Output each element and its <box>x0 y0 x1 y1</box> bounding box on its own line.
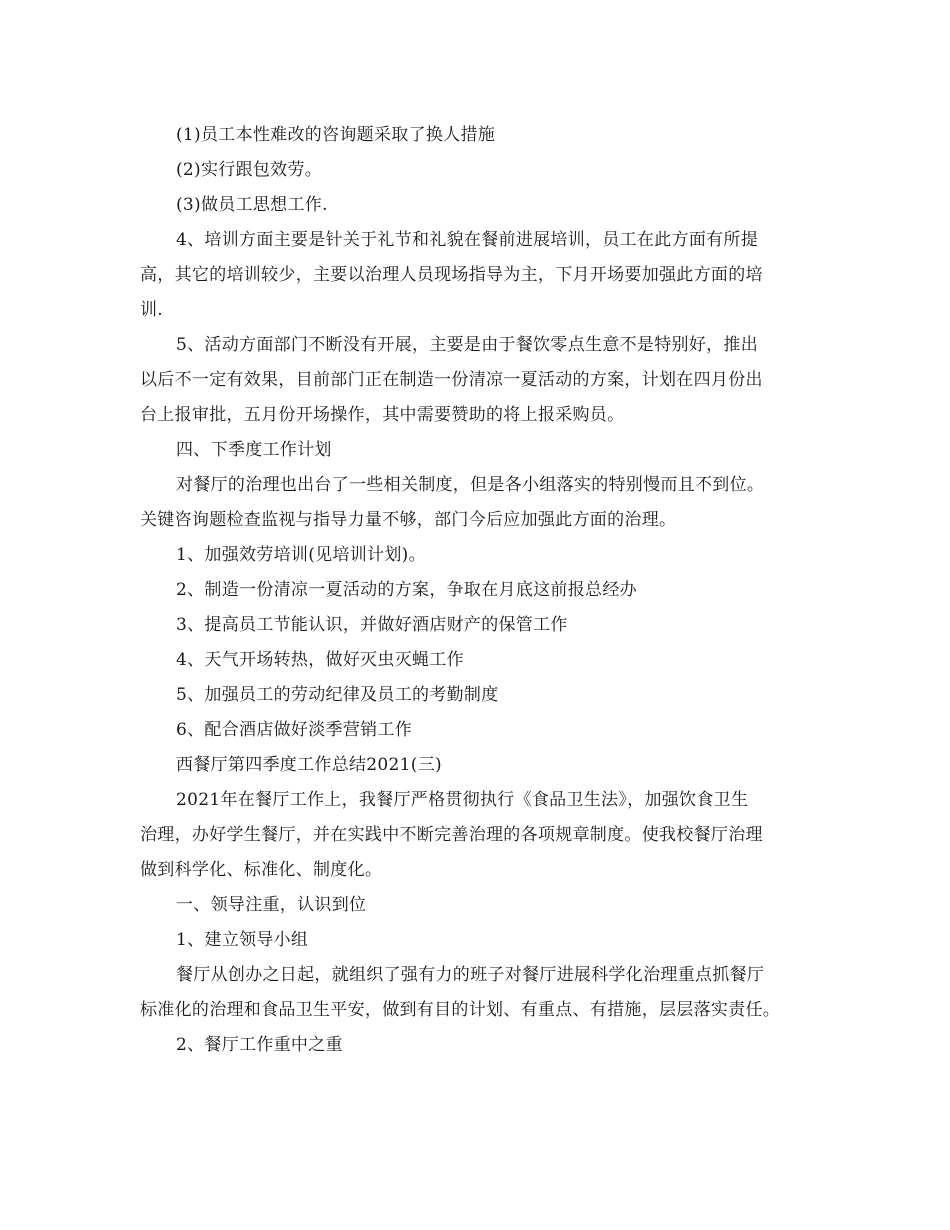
text-line: 餐厅从创办之日起，就组织了强有力的班子对餐厅进展科学化治理重点抓餐厅 <box>176 965 765 985</box>
text-line: 5、活动方面部门不断没有开展，主要是由于餐饮零点生意不是特别好，推出 <box>176 335 759 355</box>
paragraph <box>140 118 820 153</box>
paragraph <box>140 538 820 573</box>
text-line: (3)做员工思想工作. <box>176 195 328 215</box>
text-line: 台上报审批，五月份开场操作，其中需要赞助的将上报采购员。 <box>140 405 625 425</box>
paragraph <box>140 923 820 958</box>
text-line: 训. <box>140 300 164 320</box>
text-line: 3、提高员工节能认识，并做好酒店财产的保管工作 <box>176 615 568 635</box>
text-line: 2、制造一份清凉一夏活动的方案，争取在月底这前报总经办 <box>176 580 637 600</box>
text-line: (1)员工本性难改的咨询题采取了换人措施 <box>176 125 496 145</box>
paragraph <box>140 153 820 188</box>
paragraph <box>140 188 820 223</box>
text-line: 2、餐厅工作重中之重 <box>176 1035 343 1055</box>
text-line: 5、加强员工的劳动纪律及员工的考勤制度 <box>176 685 499 705</box>
paragraph <box>140 468 820 538</box>
text-line: 标准化的治理和食品卫生平安，做到有目的计划、有重点、有措施，层层落实责任。 <box>140 1000 781 1020</box>
text-line: 西餐厅第四季度工作总结2021(三) <box>176 755 442 775</box>
text-line: 4、天气开场转热，做好灭虫灭蝇工作 <box>176 650 464 670</box>
text-line: 做到科学化、标准化、制度化。 <box>140 860 383 880</box>
paragraph <box>140 223 820 328</box>
text-line: (2)实行跟包效劳。 <box>176 160 323 180</box>
paragraph <box>140 958 820 1028</box>
text-line: 1、加强效劳培训(见培训计划)。 <box>176 545 426 565</box>
paragraph <box>140 643 820 678</box>
paragraph <box>140 748 820 783</box>
paragraph <box>140 433 820 468</box>
text-line: 治理，办好学生餐厅，并在实践中不断完善治理的各项规章制度。使我校餐厅治理 <box>140 825 763 845</box>
paragraph <box>140 1028 820 1063</box>
text-line: 一、领导注重，认识到位 <box>176 895 367 915</box>
text-line: 4、培训方面主要是针关于礼节和礼貌在餐前进展培训，员工在此方面有所提 <box>176 230 759 250</box>
paragraph <box>140 678 820 713</box>
paragraph <box>140 328 820 433</box>
text-line: 1、建立领导小组 <box>176 930 309 950</box>
text-line: 6、配合酒店做好淡季营销工作 <box>176 720 413 740</box>
paragraph <box>140 608 820 643</box>
text-line: 高，其它的培训较少，主要以治理人员现场指导为主，下月开场要加强此方面的培 <box>140 265 763 285</box>
text-line: 以后不一定有效果，目前部门正在制造一份清凉一夏活动的方案，计划在四月份出 <box>140 370 763 390</box>
text-line: 对餐厅的治理也出台了一些相关制度，但是各小组落实的特别慢而且不到位。 <box>176 475 765 495</box>
paragraph <box>140 888 820 923</box>
paragraph <box>140 783 820 888</box>
text-line: 四、下季度工作计划 <box>176 440 332 460</box>
document-body <box>140 118 820 1063</box>
text-line: 2021年在餐厅工作上，我餐厅严格贯彻执行《食品卫生法》，加强饮食卫生 <box>176 790 749 810</box>
text-line: 关键咨询题检查监视与指导力量不够，部门今后应加强此方面的治理。 <box>140 510 677 530</box>
paragraph <box>140 713 820 748</box>
paragraph <box>140 573 820 608</box>
